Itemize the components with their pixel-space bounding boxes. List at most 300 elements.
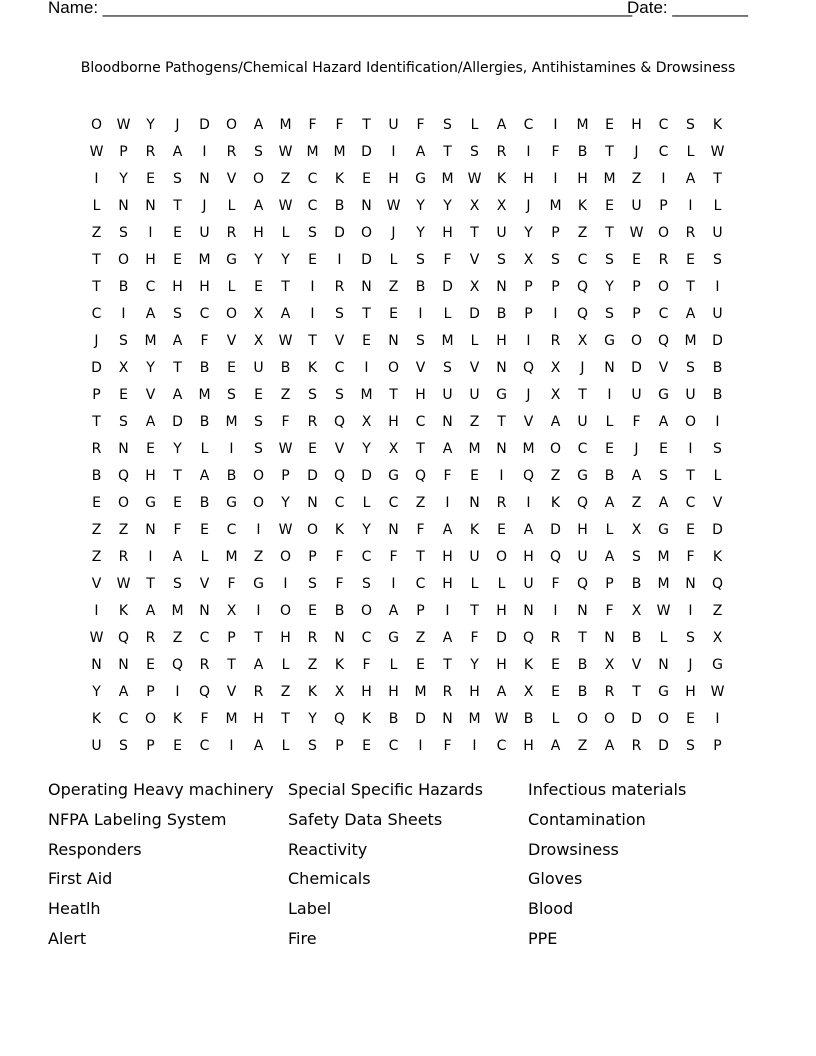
grid-letter: C <box>118 711 129 727</box>
grid-letter: F <box>632 414 641 430</box>
grid-letter: I <box>418 306 423 322</box>
grid-letter: Z <box>280 387 291 403</box>
grid-letter: M <box>225 414 238 430</box>
word-list-item: NFPA Labeling System <box>48 809 227 829</box>
grid-letter: L <box>686 144 695 160</box>
grid-letter: X <box>118 360 129 376</box>
grid-letter: G <box>145 495 156 511</box>
grid-letter: B <box>496 306 507 322</box>
grid-letter: X <box>523 252 534 268</box>
grid-letter: N <box>442 711 453 727</box>
grid-letter: A <box>442 522 453 538</box>
grid-letter: W <box>629 225 644 241</box>
grid-letter: G <box>415 171 426 187</box>
grid-letter: A <box>685 171 696 187</box>
grid-letter: Q <box>576 495 589 511</box>
grid-letter: V <box>469 360 480 376</box>
grid-letter: N <box>496 360 507 376</box>
grid-letter: E <box>551 684 560 700</box>
grid-letter: A <box>523 522 534 538</box>
grid-letter: E <box>362 171 371 187</box>
word-list-item: Chemicals <box>288 869 371 889</box>
grid-letter: E <box>200 522 209 538</box>
grid-letter: P <box>416 603 425 619</box>
word-list-item: Fire <box>288 928 317 948</box>
grid-letter: X <box>550 387 561 403</box>
grid-letter: S <box>362 576 371 592</box>
grid-letter: B <box>118 279 129 295</box>
grid-letter: H <box>496 657 507 673</box>
grid-letter: C <box>415 414 426 430</box>
grid-letter: V <box>226 171 237 187</box>
grid-letter: S <box>497 252 506 268</box>
grid-letter: M <box>198 387 211 403</box>
grid-letter: P <box>227 630 236 646</box>
grid-letter: O <box>117 252 130 268</box>
grid-letter: M <box>360 387 373 403</box>
grid-letter: L <box>713 468 722 484</box>
grid-letter: W <box>386 198 401 214</box>
grid-letter: Z <box>172 630 183 646</box>
grid-letter: I <box>391 576 396 592</box>
grid-letter: W <box>89 144 104 160</box>
grid-letter: X <box>388 441 399 457</box>
grid-letter: E <box>416 657 425 673</box>
grid-letter: E <box>686 711 695 727</box>
grid-letter: Q <box>711 576 724 592</box>
grid-letter: J <box>175 117 180 133</box>
grid-letter: O <box>279 549 292 565</box>
grid-letter: X <box>577 333 588 349</box>
grid-letter: M <box>414 684 427 700</box>
grid-letter: O <box>387 360 400 376</box>
grid-letter: X <box>496 198 507 214</box>
grid-letter: P <box>524 279 533 295</box>
grid-letter: L <box>389 252 398 268</box>
grid-letter: N <box>658 657 669 673</box>
grid-letter: W <box>278 144 293 160</box>
grid-letter: S <box>335 387 344 403</box>
grid-letter: L <box>470 117 479 133</box>
grid-letter: B <box>577 657 588 673</box>
grid-letter: T <box>470 225 479 241</box>
grid-letter: P <box>524 306 533 322</box>
grid-letter: A <box>118 684 129 700</box>
grid-letter: F <box>308 117 317 133</box>
grid-letter: E <box>254 387 263 403</box>
grid-letter: Z <box>91 522 102 538</box>
grid-letter: A <box>415 144 426 160</box>
grid-letter: U <box>685 387 696 403</box>
grid-letter: C <box>199 630 210 646</box>
grid-letter: S <box>686 117 695 133</box>
grid-letter: B <box>712 387 723 403</box>
grid-letter: P <box>632 306 641 322</box>
grid-letter: P <box>713 738 722 754</box>
grid-letter: B <box>631 576 642 592</box>
grid-letter: N <box>685 576 696 592</box>
grid-letter: F <box>227 576 236 592</box>
grid-letter: D <box>442 279 453 295</box>
grid-letter: H <box>145 468 156 484</box>
grid-letter: F <box>443 468 452 484</box>
grid-letter: M <box>198 252 211 268</box>
grid-letter: Z <box>307 657 318 673</box>
grid-letter: Z <box>280 171 291 187</box>
grid-letter: A <box>172 333 183 349</box>
grid-letter: V <box>334 333 345 349</box>
grid-letter: X <box>469 279 480 295</box>
grid-letter: B <box>91 468 102 484</box>
grid-letter: N <box>469 495 480 511</box>
grid-letter: V <box>658 360 669 376</box>
grid-letter: T <box>605 225 614 241</box>
grid-letter: O <box>252 171 265 187</box>
grid-letter: C <box>361 630 372 646</box>
grid-letter: N <box>118 441 129 457</box>
grid-letter: O <box>225 306 238 322</box>
grid-letter: F <box>335 576 344 592</box>
grid-letter: I <box>526 144 531 160</box>
grid-letter: L <box>389 657 398 673</box>
grid-letter: D <box>415 711 426 727</box>
grid-letter: D <box>550 522 561 538</box>
grid-letter: A <box>658 495 669 511</box>
grid-letter: M <box>657 576 670 592</box>
word-list-item: Operating Heavy machinery <box>48 780 274 799</box>
grid-letter: E <box>173 225 182 241</box>
grid-letter: E <box>227 360 236 376</box>
grid-letter: S <box>308 225 317 241</box>
grid-letter: E <box>686 522 695 538</box>
grid-letter: Y <box>416 225 425 241</box>
grid-letter: H <box>145 252 156 268</box>
grid-letter: R <box>496 495 507 511</box>
grid-letter: U <box>388 117 399 133</box>
grid-letter: H <box>172 279 183 295</box>
grid-letter: T <box>389 387 398 403</box>
grid-letter: M <box>468 441 481 457</box>
grid-letter: Z <box>118 522 129 538</box>
grid-letter: F <box>416 522 425 538</box>
grid-letter: O <box>117 495 130 511</box>
grid-letter: W <box>656 603 671 619</box>
grid-letter: A <box>550 738 561 754</box>
grid-letter: A <box>253 198 264 214</box>
grid-letter: H <box>253 711 264 727</box>
grid-letter: C <box>388 738 399 754</box>
grid-letter: P <box>281 468 290 484</box>
grid-letter: K <box>550 495 561 511</box>
grid-letter: T <box>578 630 587 646</box>
grid-letter: N <box>604 630 615 646</box>
grid-letter: H <box>442 576 453 592</box>
grid-letter: R <box>199 657 210 673</box>
grid-letter: B <box>334 198 345 214</box>
grid-letter: B <box>199 495 210 511</box>
grid-letter: B <box>415 279 426 295</box>
grid-letter: U <box>577 414 588 430</box>
grid-letter: J <box>634 144 639 160</box>
grid-letter: I <box>526 495 531 511</box>
grid-letter: T <box>362 117 371 133</box>
grid-letter: N <box>145 198 156 214</box>
grid-letter: X <box>226 603 237 619</box>
grid-letter: R <box>118 549 129 565</box>
grid-letter: G <box>658 387 669 403</box>
grid-letter: O <box>90 117 103 133</box>
grid-letter: M <box>144 333 157 349</box>
grid-letter: U <box>442 387 453 403</box>
grid-letter: B <box>199 360 210 376</box>
grid-letter: A <box>253 738 264 754</box>
grid-letter: I <box>229 738 234 754</box>
grid-letter: P <box>632 279 641 295</box>
grid-letter: H <box>523 549 534 565</box>
grid-letter: D <box>334 225 345 241</box>
grid-letter: A <box>280 306 291 322</box>
grid-letter: I <box>256 522 261 538</box>
grid-letter: O <box>360 603 373 619</box>
word-list-item: Special Specific Hazards <box>288 780 483 799</box>
grid-letter: A <box>172 387 183 403</box>
grid-letter: E <box>173 252 182 268</box>
grid-letter: T <box>416 441 425 457</box>
grid-letter: K <box>118 603 129 619</box>
grid-letter: T <box>173 360 182 376</box>
grid-letter: I <box>94 603 99 619</box>
word-list-item: Label <box>288 899 332 919</box>
grid-letter: D <box>469 306 480 322</box>
grid-letter: F <box>443 252 452 268</box>
grid-letter: Z <box>91 549 102 565</box>
grid-letter: G <box>388 468 399 484</box>
grid-letter: A <box>550 414 561 430</box>
grid-letter: W <box>278 522 293 538</box>
grid-letter: O <box>657 279 670 295</box>
grid-letter: A <box>604 495 615 511</box>
grid-letter: V <box>226 684 237 700</box>
grid-letter: A <box>145 306 156 322</box>
grid-letter: I <box>202 144 207 160</box>
grid-letter: D <box>712 333 723 349</box>
grid-letter: U <box>712 225 723 241</box>
grid-letter: A <box>658 414 669 430</box>
grid-letter: Z <box>415 630 426 646</box>
grid-letter: H <box>361 684 372 700</box>
grid-letter: J <box>580 360 585 376</box>
grid-letter: F <box>443 738 452 754</box>
grid-letter: W <box>278 333 293 349</box>
grid-letter: B <box>226 468 237 484</box>
grid-letter: Y <box>281 495 290 511</box>
grid-letter: T <box>146 576 155 592</box>
grid-letter: S <box>605 252 614 268</box>
grid-letter: S <box>416 252 425 268</box>
grid-letter: W <box>278 441 293 457</box>
grid-letter: O <box>603 711 616 727</box>
grid-letter: X <box>523 684 534 700</box>
grid-letter: S <box>443 360 452 376</box>
grid-letter: S <box>713 252 722 268</box>
grid-letter: D <box>361 144 372 160</box>
grid-letter: N <box>442 414 453 430</box>
grid-letter: B <box>388 711 399 727</box>
page-title: Bloodborne Pathogens/Chemical Hazard Identification/Allergies, Antihistamines & Drowsiness <box>80 60 736 76</box>
word-list-item: Responders <box>48 839 142 859</box>
word-list-item: Contamination <box>528 809 646 829</box>
grid-letter: B <box>631 630 642 646</box>
grid-letter: Y <box>416 198 425 214</box>
grid-letter: Q <box>522 360 535 376</box>
grid-letter: V <box>712 495 723 511</box>
grid-letter: S <box>443 117 452 133</box>
grid-letter: N <box>118 198 129 214</box>
grid-letter: U <box>469 387 480 403</box>
grid-letter: L <box>281 657 290 673</box>
grid-letter: Y <box>362 441 371 457</box>
grid-letter: K <box>91 711 102 727</box>
grid-letter: I <box>175 684 180 700</box>
grid-letter: J <box>526 387 531 403</box>
grid-letter: H <box>523 171 534 187</box>
grid-letter: K <box>523 657 534 673</box>
grid-letter: I <box>148 225 153 241</box>
grid-letter: E <box>254 279 263 295</box>
grid-letter: D <box>361 468 372 484</box>
grid-letter: A <box>253 657 264 673</box>
grid-letter: N <box>496 279 507 295</box>
grid-letter: Y <box>443 198 452 214</box>
grid-letter: O <box>279 603 292 619</box>
grid-letter: O <box>630 333 643 349</box>
grid-letter: A <box>172 144 183 160</box>
grid-letter: L <box>281 225 290 241</box>
grid-letter: W <box>89 630 104 646</box>
grid-letter: X <box>253 333 264 349</box>
grid-letter: Y <box>362 522 371 538</box>
grid-letter: B <box>199 414 210 430</box>
grid-letter: Z <box>280 684 291 700</box>
grid-letter: K <box>307 684 318 700</box>
grid-letter: S <box>119 738 128 754</box>
grid-letter: G <box>658 522 669 538</box>
grid-letter: B <box>577 684 588 700</box>
grid-letter: S <box>173 576 182 592</box>
grid-letter: A <box>145 603 156 619</box>
grid-letter: O <box>252 468 265 484</box>
grid-letter: L <box>659 630 668 646</box>
grid-letter: A <box>604 549 615 565</box>
grid-letter: C <box>388 495 399 511</box>
grid-letter: I <box>715 711 720 727</box>
grid-letter: R <box>604 684 615 700</box>
grid-letter: O <box>657 711 670 727</box>
grid-letter: X <box>712 630 723 646</box>
grid-letter: Q <box>414 468 427 484</box>
grid-letter: L <box>713 198 722 214</box>
grid-letter: J <box>202 198 207 214</box>
grid-letter: F <box>335 549 344 565</box>
grid-letter: L <box>227 279 236 295</box>
grid-letter: O <box>252 495 265 511</box>
grid-letter: N <box>604 360 615 376</box>
grid-letter: E <box>308 603 317 619</box>
grid-letter: I <box>256 603 261 619</box>
grid-letter: E <box>362 738 371 754</box>
grid-letter: T <box>173 198 182 214</box>
grid-letter: O <box>144 711 157 727</box>
grid-letter: S <box>308 576 317 592</box>
word-list-item: Reactivity <box>288 839 368 859</box>
grid-letter: A <box>199 468 210 484</box>
grid-letter: Y <box>146 117 155 133</box>
grid-letter: P <box>551 225 560 241</box>
grid-letter: D <box>631 711 642 727</box>
grid-letter: C <box>334 360 345 376</box>
grid-letter: F <box>281 414 290 430</box>
grid-letter: E <box>146 171 155 187</box>
grid-letter: U <box>91 738 102 754</box>
grid-letter: T <box>281 279 290 295</box>
grid-letter: I <box>553 117 558 133</box>
grid-letter: V <box>199 576 210 592</box>
grid-letter: I <box>418 738 423 754</box>
grid-letter: I <box>688 441 693 457</box>
grid-letter: T <box>308 333 317 349</box>
grid-letter: I <box>499 468 504 484</box>
grid-letter: E <box>308 441 317 457</box>
grid-letter: N <box>523 603 534 619</box>
grid-letter: H <box>388 414 399 430</box>
grid-letter: N <box>334 630 345 646</box>
grid-letter: C <box>91 306 102 322</box>
grid-letter: H <box>442 549 453 565</box>
grid-letter: X <box>334 684 345 700</box>
word-list-item: Heatlh <box>48 899 101 919</box>
grid-letter: S <box>254 441 263 457</box>
grid-letter: U <box>631 387 642 403</box>
grid-letter: G <box>496 387 507 403</box>
grid-letter: G <box>712 657 723 673</box>
grid-letter: C <box>199 738 210 754</box>
grid-letter: Y <box>308 711 317 727</box>
grid-letter: R <box>226 225 237 241</box>
grid-letter: B <box>712 360 723 376</box>
grid-letter: V <box>523 414 534 430</box>
grid-letter: D <box>307 468 318 484</box>
grid-letter: H <box>199 279 210 295</box>
grid-letter: W <box>278 198 293 214</box>
grid-letter: H <box>496 333 507 349</box>
grid-letter: Q <box>549 549 562 565</box>
grid-letter: I <box>472 738 477 754</box>
grid-letter: C <box>334 495 345 511</box>
grid-letter: C <box>199 306 210 322</box>
grid-letter: F <box>389 549 398 565</box>
grid-letter: Q <box>117 468 130 484</box>
grid-letter: Z <box>712 603 723 619</box>
grid-letter: G <box>604 333 615 349</box>
grid-letter: A <box>604 738 615 754</box>
grid-letter: J <box>526 198 531 214</box>
grid-letter: N <box>307 495 318 511</box>
grid-letter: F <box>173 522 182 538</box>
grid-letter: Z <box>631 171 642 187</box>
grid-letter: T <box>281 711 290 727</box>
grid-letter: O <box>657 225 670 241</box>
grid-letter: E <box>308 252 317 268</box>
